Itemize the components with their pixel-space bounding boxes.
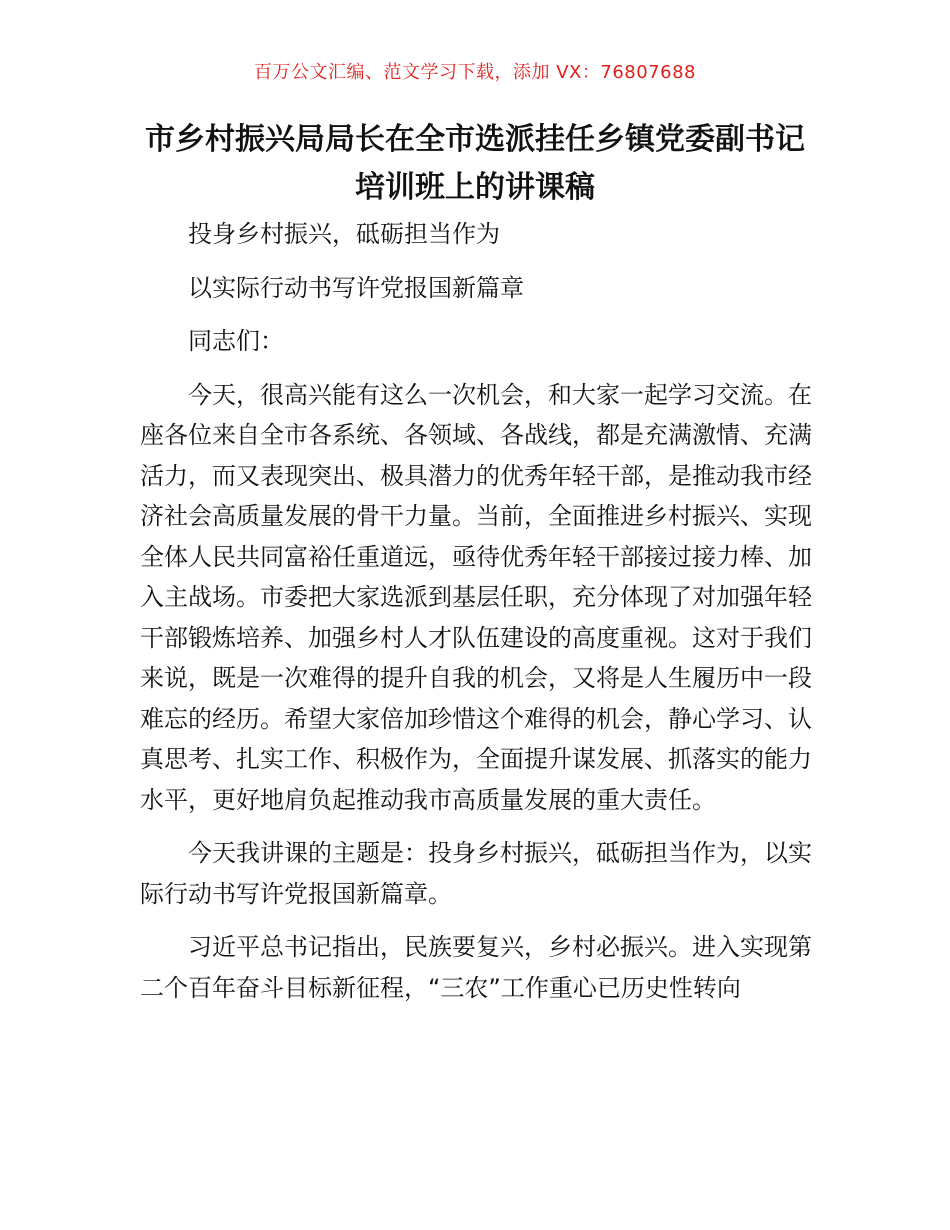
paragraph: 今天，很高兴能有这么一次机会，和大家一起学习交流。在座各位来自全市各系统、各领域、各战线，都是充满激情、充满活力，而又表现突出、极具潜力的优秀年轻干部，是推动我市经济社会高质量发展的骨干力量。当前，全面推进乡村振兴、实现全体人民共同富裕任重道远，亟待优秀年轻干部接过接力棒、加入主战场。市委把大家选派到基层任职，充分体现了对加强年轻干部锻炼培养、加强乡村人才队伍建设的高度重视。这对于我们来说，既是一次难得的提升自我的机会，又将是人生履历中一段难忘的经历。希望大家倍加珍惜这个难得的机会，静心学习、认真思考、扎实工作、积极作为，全面提升谋发展、抓落实的能力水平，更好地肩负起推动我市高质量发展的重大责任。	[140, 380, 812, 814]
subtitle-line-1: 投身乡村振兴，砥砺担当作为	[188, 220, 500, 248]
paragraph: 习近平总书记指出，民族要复兴，乡村必振兴。进入实现第二个百年奋斗目标新征程，“三农”工作重心已历史性转向	[140, 933, 812, 1002]
paragraph: 今天我讲课的主题是：投身乡村振兴，砥砺担当作为，以实际行动书写许党报国新篇章。	[140, 839, 812, 908]
subtitle-line-2: 以实际行动书写许党报国新篇章	[188, 273, 524, 302]
salutation: 同志们：	[188, 327, 284, 355]
document-body	[140, 214, 812, 1021]
document-title: 市乡村振兴局局长在全市选派挂任乡镇党委副书记培训班上的讲课稿	[145, 122, 805, 205]
header-banner: 百万公文汇编、范文学习下载，添加 VX：76807688	[254, 62, 696, 83]
